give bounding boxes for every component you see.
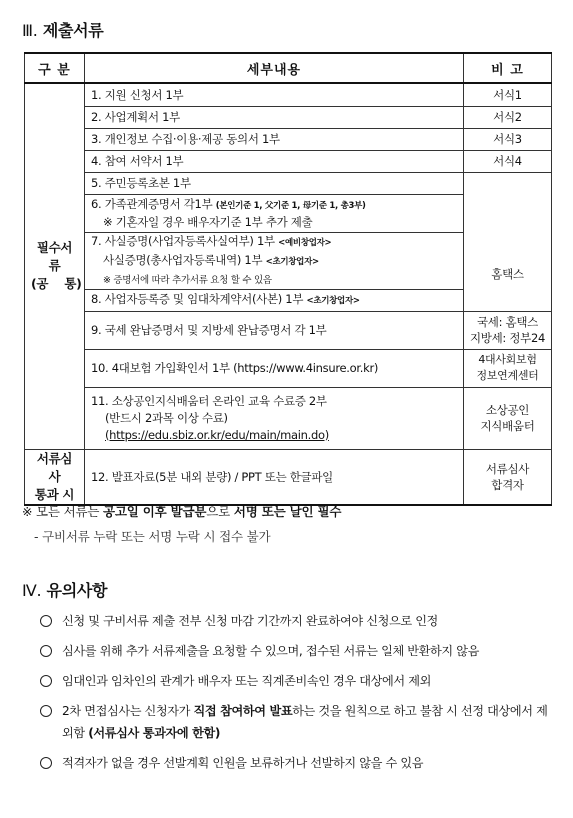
header-detail: 세부내용 [85, 53, 464, 83]
documents-table [24, 52, 552, 506]
cautions-list [40, 610, 555, 782]
section-4-heading: 유의사항 [46, 581, 108, 600]
remark-7: 홈택스 [491, 266, 524, 281]
detail-12: 12. 발표자료(5분 내외 분량) / PPT 또는 한글파일 [85, 449, 464, 505]
note-signature [22, 502, 341, 520]
detail-8-main: 8. 사업자등록증 및 임대차계약서(사본) 1부 [91, 292, 304, 306]
remark-9-line1: 국세: 홈택스 [477, 315, 538, 329]
list-item [40, 670, 555, 692]
category-review-line1: 서류심사 [36, 450, 73, 484]
circle-bullet-icon [40, 645, 52, 657]
header-category: 구 분 [25, 53, 85, 83]
remark-2: 서식2 [464, 106, 552, 128]
detail-4: 4. 참여 서약서 1부 [85, 150, 464, 172]
list-item [40, 700, 555, 744]
detail-7-sub: ※ 증명서에 따라 추가서류 요청 할 수 있음 [103, 274, 272, 286]
table-row [25, 128, 552, 150]
detail-6-sub: ※ 기혼자일 경우 배우자기준 1부 추가 제출 [103, 215, 313, 229]
detail-3: 3. 개인정보 수집·이용·제공 동의서 1부 [85, 128, 464, 150]
table-row [25, 349, 552, 387]
detail-2: 2. 사업계획서 1부 [85, 106, 464, 128]
detail-7-line1: 7. 사실증명(사업자등록사실여부) 1부 [91, 233, 275, 248]
detail-7-tag2: <초기창업자> [265, 256, 319, 267]
circle-bullet-icon [40, 705, 52, 717]
remark-9-line2: 지방세: 정부24 [470, 331, 546, 345]
category-required-line1: 필수서류 [36, 240, 73, 274]
detail-7-line2: 사실증명(총사업자등록내역) 1부 [103, 252, 263, 267]
remark-12 [464, 449, 552, 505]
table-row [25, 449, 552, 505]
category-review [25, 449, 85, 505]
remark-1: 서식1 [464, 83, 552, 106]
caution-4-c: 하는 것을 원칙으로 하고 불참 시 선정 대상에서 제외함 [62, 704, 548, 740]
caution-4-emphasis: 직접 참여하여 발표 [193, 704, 293, 718]
caution-4-a: 2차 면접심사는 신청자가 [62, 704, 194, 718]
category-required-line2: (공 통) [31, 276, 82, 292]
detail-1: 1. 지원 신청서 1부 [85, 83, 464, 106]
note-missing: - 구비서류 누락 또는 서명 누락 시 접수 불가 [34, 529, 271, 544]
caution-2: 심사를 위해 추가 서류제출을 요청할 수 있으며, 접수된 서류는 일체 반환하지 않음 [62, 644, 480, 658]
table-header-row [25, 53, 552, 83]
table-row [25, 83, 552, 106]
detail-8-tag: <초기창업자> [306, 296, 360, 306]
caution-1: 신청 및 구비서류 제출 전부 신청 마감 기간까지 완료하여야 신청으로 인정 [62, 614, 438, 628]
circle-bullet-icon [40, 675, 52, 687]
circle-bullet-icon [40, 615, 52, 627]
remark-9 [464, 311, 552, 349]
detail-11-link[interactable]: (https://edu.sbiz.or.kr/edu/main/main.do) [105, 427, 329, 442]
section-3-heading: 제출서류 [42, 21, 104, 40]
section-3-title [22, 18, 103, 41]
detail-11-line2: (반드시 2과목 이상 수료) [105, 410, 228, 425]
list-item [40, 610, 555, 632]
section-3-roman: Ⅲ. [22, 21, 38, 40]
remark-10 [464, 349, 552, 387]
remark-10-line1: 4대사회보험 [478, 353, 537, 366]
detail-11-line1: 11. 소상공인지식배움터 온라인 교육 수료증 2부 [91, 393, 327, 408]
section-4-title [22, 578, 107, 601]
detail-9: 9. 국세 완납증명서 및 지방세 완납증명서 각 1부 [85, 311, 464, 349]
category-required [25, 83, 85, 449]
caution-3: 임대인과 임차인의 관계가 배우자 또는 직계존비속인 경우 대상에서 제외 [62, 674, 431, 688]
detail-5: 5. 주민등록초본 1부 [85, 172, 464, 194]
remark-5-7 [464, 172, 552, 311]
note-1-emphasis-sign: 서명 또는 날인 필수 [233, 504, 342, 519]
list-item [40, 640, 555, 662]
note-1-part-a: ※ 모든 서류는 [22, 504, 103, 519]
detail-7 [85, 232, 464, 289]
list-item [40, 752, 555, 774]
detail-8 [85, 289, 464, 311]
caution-5: 적격자가 없을 경우 선발계획 인원을 보류하거나 선발하지 않을 수 있음 [62, 756, 424, 770]
remark-11-line2: 지식배움터 [480, 419, 535, 433]
section-4-roman: Ⅳ. [22, 581, 42, 600]
note-1-part-c: 으로 [206, 504, 234, 519]
category-review-line2: 통과 시 [34, 486, 75, 502]
detail-11 [85, 387, 464, 449]
table-row [25, 106, 552, 128]
detail-6-small: (본인기준 1, 父기준 1, 母기준 1, 총3부) [215, 201, 366, 211]
remark-10-line2: 정보연계센터 [476, 369, 539, 382]
caution-4-note: (서류심사 통과자에 한함) [88, 726, 220, 740]
remark-4: 서식4 [464, 150, 552, 172]
remark-3: 서식3 [464, 128, 552, 150]
remark-12-line1: 서류심사 [485, 461, 530, 476]
circle-bullet-icon [40, 757, 52, 769]
detail-7-tag1: <예비창업자> [278, 237, 332, 248]
remark-12-line2: 합격자 [491, 477, 524, 492]
detail-6 [85, 194, 464, 232]
note-1-emphasis-date: 공고일 이후 발급분 [102, 504, 207, 519]
remark-11-line1: 소상공인 [485, 403, 530, 417]
header-remark: 비 고 [464, 53, 552, 83]
table-row [25, 172, 552, 194]
detail-6-main: 6. 가족관계증명서 각1부 [91, 197, 213, 211]
table-row [25, 311, 552, 349]
table-row [25, 387, 552, 449]
table-row [25, 150, 552, 172]
detail-10: 10. 4대보험 가입확인서 1부 (https://www.4insure.or.kr) [85, 349, 464, 387]
remark-11 [464, 387, 552, 449]
